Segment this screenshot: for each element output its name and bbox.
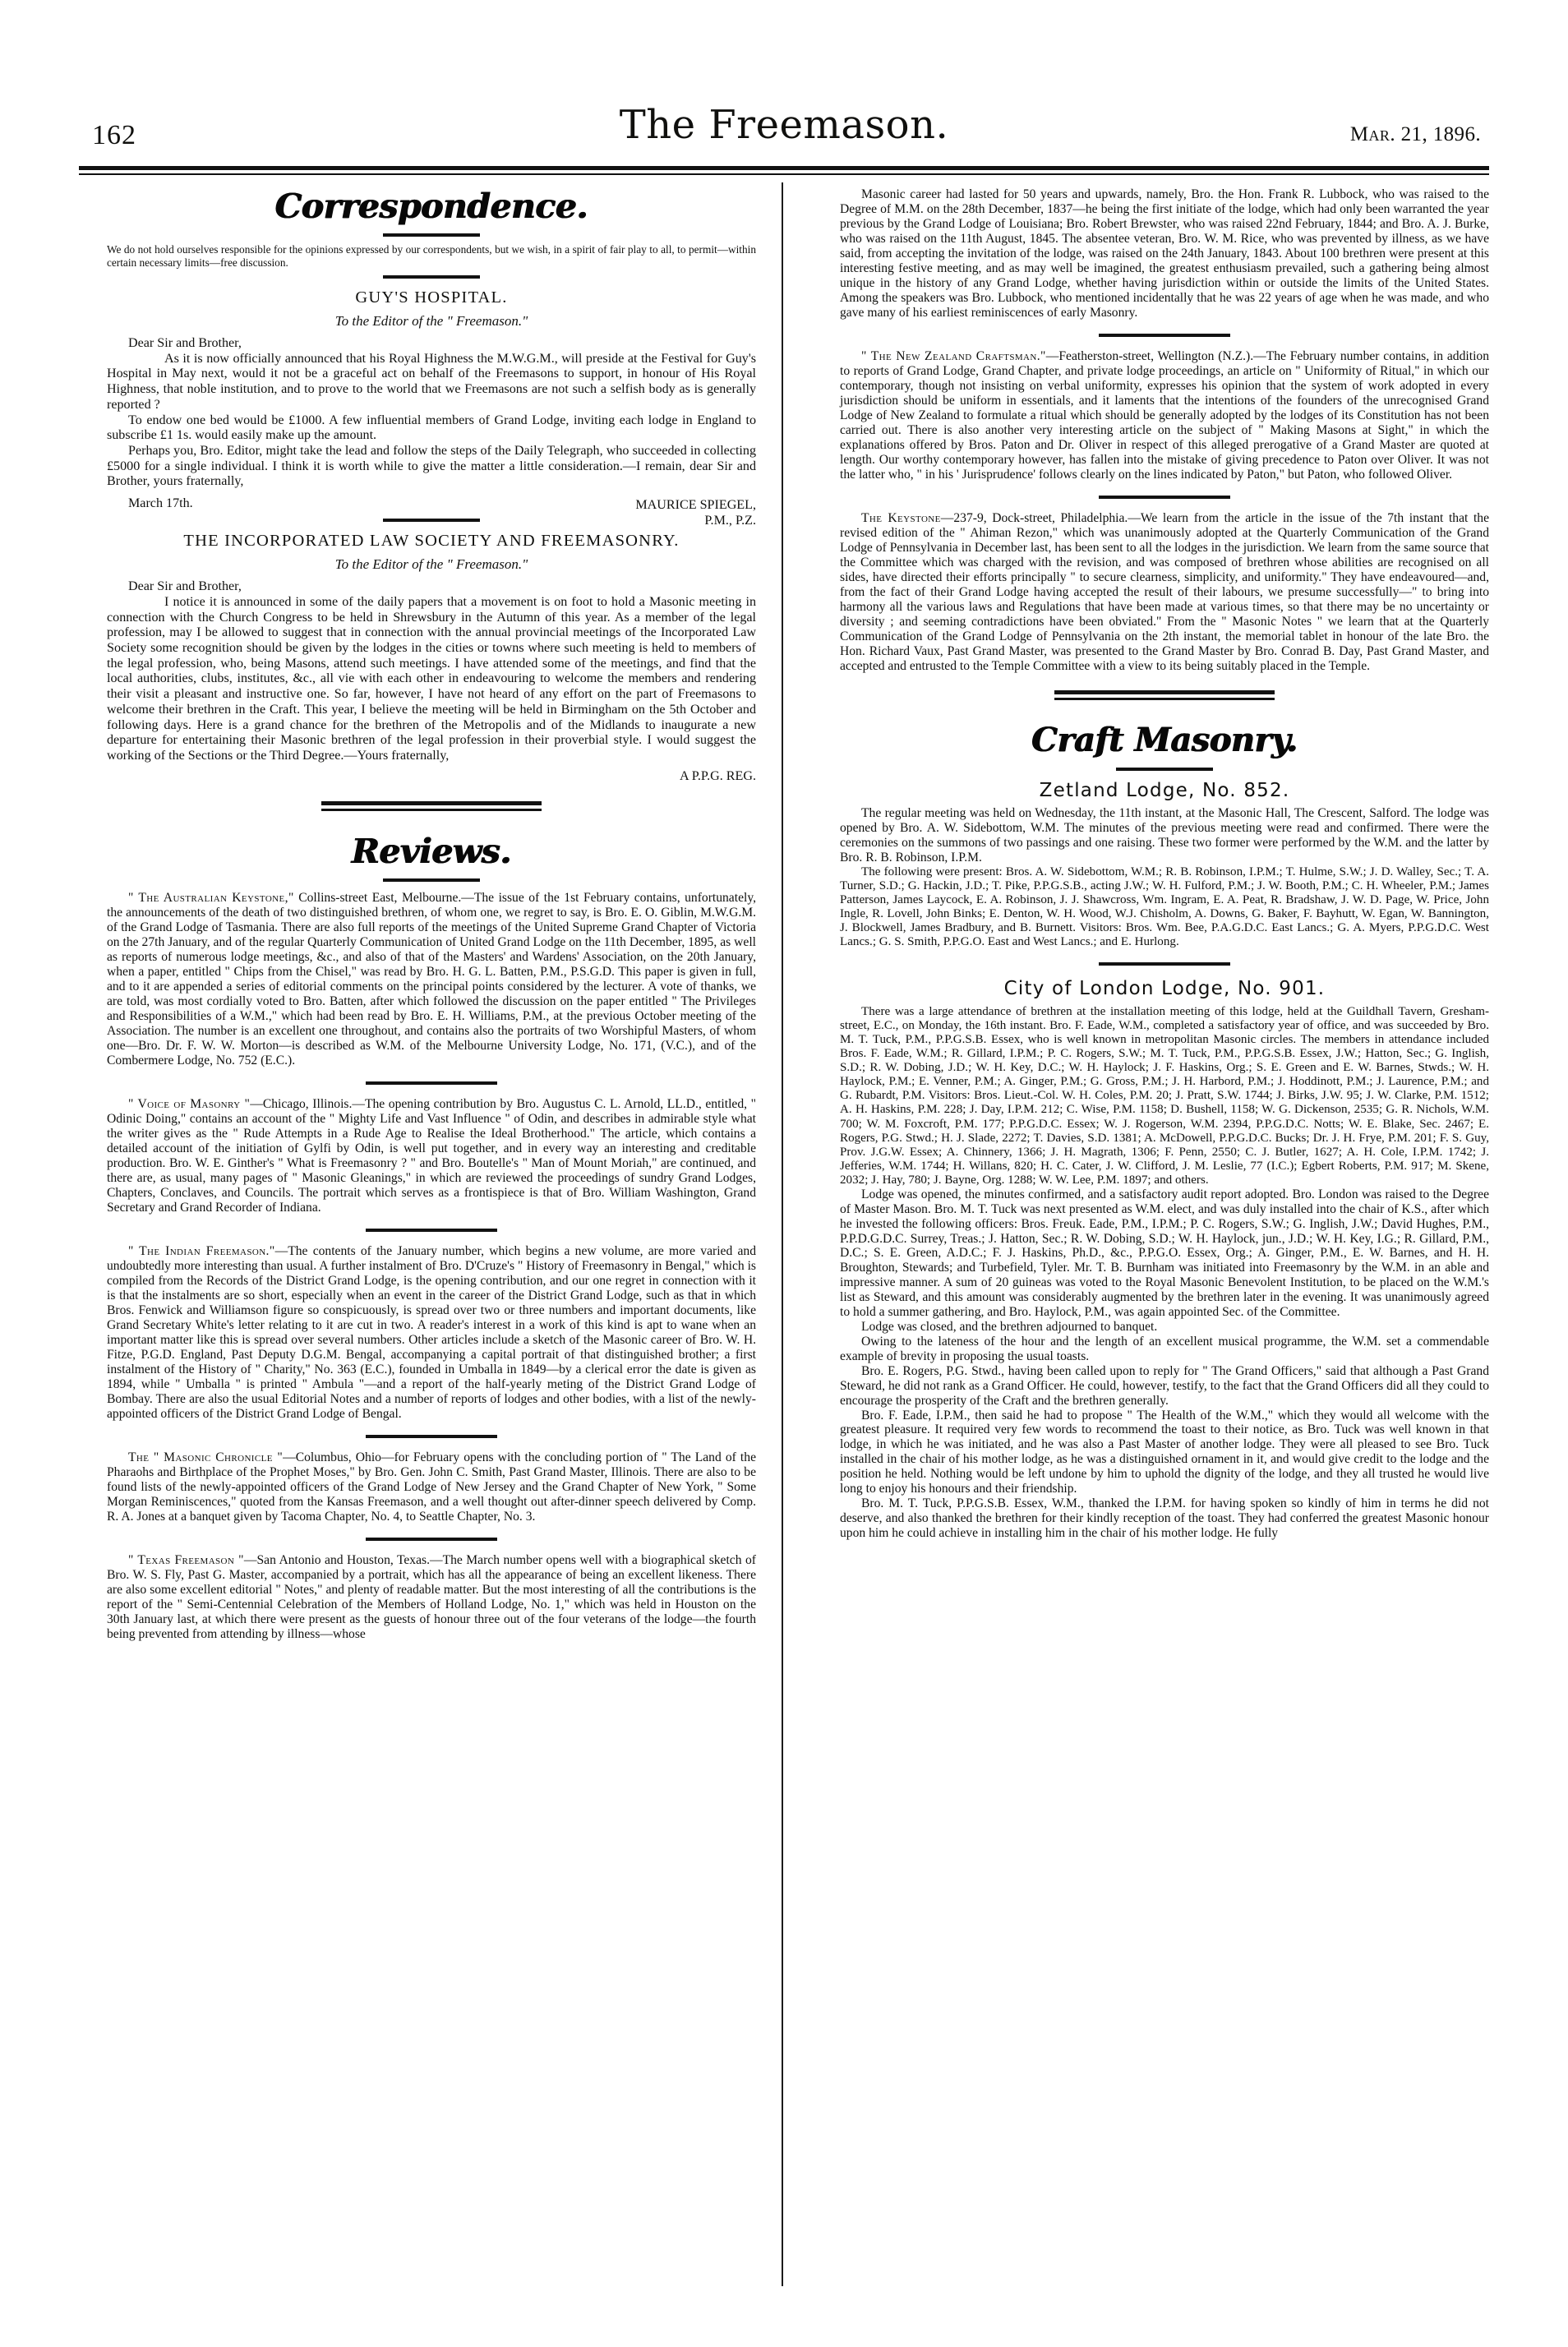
signature-name: MAURICE SPIEGEL, xyxy=(635,498,756,513)
lodge-paragraph: Owing to the lateness of the hour and the length of an excellent musical programme, the W.M. set a commendable example of brevity in proposing the usual toasts. xyxy=(840,1334,1489,1363)
review-indian-freemason xyxy=(107,1244,756,1422)
column-divider-rule xyxy=(782,182,783,2286)
section-separator-double-rule xyxy=(1054,690,1275,700)
review-title: The " Masonic Chronicle " xyxy=(128,1450,284,1465)
lodge-attendance-list: There was a large attendance of brethren at the installation meeting of this lodge, held at the Guildhall Tavern, Gresham-street, E.C., on Monday, the 16th instant. Bro. F. Eade, W.M., completed a satisfactory year of office, and was succeeded by Bro. M. T. Tuck, P.M., P.P.G.S.B. Essex, who is well known in metropolitan Masonic circles. The members in attendance included Bros. F. Eade, W.M.; R. Gillard, I.P.M.; P. C. Rogers, S.W.; M. T. Tuck, P.M., P.P.G.S.B. Essex, J.W.; Hatton, Sec.; G. Inglish, S.D.; R. W. Dobing, J.D.; W. H. Key, D.C.; W. H. Haylock; J. F. Haskins, Org.; S. E. Green and E. W. Barnes, Stwds.; W. H. Haylock, P.M.; E. Venner, P.M.; A. Ginger, P.M.; G. Gross, P.M.; J. H. Harbord, P.M.; J. Hoddinott, P.M.; J. Laurence, P.M.; and G. Rubardt, P.M. Visitors: Bros. Lieut.-Col. W. H. Coles, P.M. 20; J. Pratt, S.W. 1744; J. Birks, J.W. 95; J. W. Clarke, P.M. 1512; A. H. Haskins, P.M. 228; J. Day, I.P.M. 212; C. Wise, P.M. 1158; D. Bushell, 1158; W. G. Dickenson, 2535; G. R. Nichols, W.M. 700; W. M. Foxcroft, P.M. 177; P.P.G.D.C. Essex; W. J. Rogerson, W.M. 2394, P.P.G.D.C. Notts; W. E. Blake, Sec. 2467; E. Rogers, P.G. Stwd.; H. J. Slade, 2272; T. Davies, S.D. 1381; A. McDowell, P.P.G.D.C. Bucks; Dr. J. H. Frye, P.M. 201; F. S. Guy, Prov. J.G.W. Essex; A. Chinnery, 1366; J. H. Magrath, 1306; F. Penn, 2550; C. J. Butler, 1627; A. H. Cole, I.P.M. 1742; J. Jefferies, W.M. 1744; H. Willans, 820; H. C. Cater, J. W. Clifford, J. M. Leslie, 77 (I.C.); Egbert Roberts, P.M. 917; M. Skene, 2032; J. Hay, 780; J. Bayne, Org. 1288; W. W. Lee, P.M. 1897; and others. xyxy=(840,1005,1489,1187)
review-text: —237-9, Dock-street, Philadelphia.—We learn from the article in the issue of the 7th instant that the revised edition of the " Ahiman Rezon," which was unanimously adopted at the Quarterly Communication of the Grand Lodge of Pennsylvania in December last, has been sent to all the lodges in the jurisdiction. We learn from the same source that the Committee which was charged with the revision, and was composed of brethren whose abilities are recognised on all sides, have directed their efforts principally " to secure clearness, simplicity, and uniformity." They have endeavoured—and, from the fact of their Grand Lodge having accepted the result of their labours, we presume successfully—" to bring into harmony all the various laws and Regulations that have been made at various times, so that there may be no uncertainty or diversity ; and seeming contradictions have been obviated." From the " Masonic Notes " we learn that at the Quarterly Communication of the Grand Lodge of Pennsylvania on the 2th instant, the memorial tablet in honour of the late Bro. the Hon. Richard Vaux, Past Grand Master, was presented to the Grand Master by Bro. Conrad B. Day, Past Grand Master, and accepted and entrusted to the Temple Committee with a view to its being suitably placed in the Temple. xyxy=(840,511,1489,673)
heading-rule xyxy=(383,233,480,237)
review-text: —Chicago, Illinois.—The opening contribution by Bro. Augustus C. L. Arnold, LL.D., entitled, " Odinic Doing," contains an account of the " Mighty Life and Vast Influence " of Odin, and describes in admirable style what the writer gives as the " Rude Attempts in a Rude Age to Realise the Ideal Brotherhood." The article, which contains a detailed account of the initiation of Gylfi by Odin, is well put together, and in every way an interesting and creditable production. Bro. W. E. Ginther's " What is Freemasonry ? " and Bro. Boutelle's " Man of Mount Moriah," are continued, and there are, as usual, many pages of " Masonic Gleanings," in which are reviewed the proceedings of sundry Grand Lodges, Chapters, Conclaves, and Councils. The portrait which serves as a frontispiece is that of Bro. William Washington, Grand Secretary and Grand Recorder of Indiana. xyxy=(107,1097,756,1215)
left-column xyxy=(107,187,756,1642)
lodge-paragraph: Bro. F. Eade, I.P.M., then said he had to propose " The Health of the W.M.," which they would all welcome with the greatest pleasure. It required very few words to recommend the toast to their notice, as Bro. Tuck was well known in that lodge, in which he was initiated, and he was also a Past Master of another lodge. They were all pleased to see Bro. Tuck installed in the chair of his mother lodge, as he was a distinguished ornament in it, and would give credit to the lodge and the position he held. Nothing would be left undone by him to uphold the dignity of the lodge, and they all trusted he would live long to enjoy his honours and their friendship. xyxy=(840,1408,1489,1496)
reviews-heading-rule xyxy=(383,878,480,882)
lodge-paragraph: The regular meeting was held on Wednesday, the 11th instant, at the Masonic Hall, The Crescent, Salford. The lodge was opened by Bro. A. W. Sidebottom, W.M. The minutes of the previous meeting were read and confirmed. There were the ceremonies on the summons of two passings and one raising. These two former were performed by the W.M. and the latter by Bro. R. B. Robinson, I.P.M. xyxy=(840,806,1489,865)
review-separator-rule xyxy=(366,1435,497,1438)
review-australian-keystone xyxy=(107,891,756,1068)
craft-masonry-heading: Craft Masonry. xyxy=(1031,721,1298,759)
review-title: " Voice of Masonry " xyxy=(128,1097,251,1112)
lodge-paragraph: Lodge was opened, the minutes confirmed, and a satisfactory audit report adopted. Bro. London was raised to the Degree of Master Mason. Bro. M. T. Tuck was next presented as W.M. elect, and was duly installed into the chair of K.S., after which he invested the following officers: Bros. Freuk. Eade, P.M., I.P.M.; P. C. Rogers, S.W.; G. Inglish, J.W.; David Hughes, P.M., P.P.D.G.D.C. Surrey, Treas.; J. Hatton, Sec.; R. W. Dobing, S.D.; W. H. Haylock, jun., J.D.; W. H. Key, I.G.; R. Gillard, P.M., D.C.; S. E. Green, A.D.C.; F. J. Haskins, Ph.D., &c., P.P.G.O. Essex, Org.; A. Ginger, P.M., E. W. Barnes, and H. H. Broughton, Stewards; and Turbefield, Tyler. Mr. T. B. Burnham was initiated into Freemasonry by the W.M. in an able and impressive manner. A sum of 20 guineas was voted to the Royal Masonic Benevolent Institution, to be placed on the W.M.'s list as Steward, and this amount was considerably augmented by the brethren later in the evening. It was unanimously agreed to hold a summer gathering, and Bro. Haylock, P.M., was again appointed Sec. of the Committee. xyxy=(840,1187,1489,1320)
lodge-paragraph: Bro. E. Rogers, P.G. Stwd., having been called upon to reply for " The Grand Officers," said that although a Past Grand Steward, he did not rank as a Grand Officer. He could, however, testify, to the fact that the Grand Officers did all they could to encourage the prosperity of the Craft and the brethren generally. xyxy=(840,1363,1489,1408)
letter-paragraph: As it is now officially announced that his Royal Highness the M.W.G.M., will preside at the Festival for Guy's Hospital in May next, would it not be a graceful act on behalf of the Freemasons to support, in honour of His Royal Highness, that noble institution, and to prove to the world that we Freemasons are not such a selfish body as is generally reported ? xyxy=(107,351,756,412)
review-separator-rule xyxy=(1099,496,1230,499)
letter-title: GUY'S HOSPITAL. xyxy=(355,288,508,307)
review-separator-rule xyxy=(1099,334,1230,337)
reviews-heading: Reviews. xyxy=(351,831,512,871)
review-text: —Columbus, Ohio—for February opens with the concluding portion of " The Land of the Pharaohs and Birthplace of the Prophet Moses," by Bro. Gen. John C. Smith, Past Grand Master, Illinois. There are also to be found lists of the newly-appointed officers of the Grand Lodge of New Jersey and the Grand Chapter of New York, " Some Morgan Reminiscences," quoted from the Kansas Freemason, and a well thought out after-dinner speech delivered by Comp. R. A. Jones at a banquet given by Tacoma Chapter, No. 4, to Seattle Chapter, No. 3. xyxy=(107,1450,756,1524)
craft-heading-rule xyxy=(1116,768,1213,771)
continuation-paragraph xyxy=(840,187,1489,320)
publication-title: The Freemason. xyxy=(619,102,949,148)
review-masonic-chronicle xyxy=(107,1450,756,1524)
lodge-separator-rule xyxy=(1099,962,1230,966)
masthead-rule-thick xyxy=(79,166,1489,170)
continuation-text: Masonic career had lasted for 50 years and upwards, namely, Bro. the Hon. Frank R. Lubbock, who was raised to the Degree of M.M. on the 28th December, 1837—he being the first initiate of the lodge, which had only been warranted the year previous by the Grand Lodge of Louisiana; Bro. Robert Brewster, who was raised 22nd February, 1844; and Bro. A. J. Burke, who was raised on the 11th August, 1845. The absentee veteran, Bro. W. M. Rice, who was prevented by illness, as we have said, from accepting the invitation of the lodge, was raised on the 24th January, 1843. About 100 brethren were present at this interesting festive meeting, and as may well be imagined, the greatest enthusiasm prevailed, such a gathering being almost unique in the history of any Grand Lodge, whether having jurisdiction within or outside the limits of the United States. Among the speakers was Bro. Lubbock, who mentioned incidentally that he was 22 years of age when he was made, and who gave many of his earliest reminiscences of early Masonry. xyxy=(840,187,1489,320)
letter-salutation: Dear Sir and Brother, xyxy=(128,335,242,350)
letter-salutation: Dear Sir and Brother, xyxy=(128,579,242,594)
review-nz-craftsman xyxy=(840,349,1489,482)
correspondence-heading: Correspondence. xyxy=(274,187,588,226)
review-title: " The Indian Freemason." xyxy=(128,1244,275,1259)
issue-date: Mar. 21, 1896. xyxy=(1349,123,1481,145)
letter-addressee: To the Editor of the " Freemason." xyxy=(334,556,528,573)
review-separator-rule xyxy=(366,1229,497,1232)
lodge-paragraph: Lodge was closed, and the brethren adjourned to banquet. xyxy=(861,1320,1158,1335)
letter-addressee: To the Editor of the " Freemason." xyxy=(334,313,528,330)
right-column xyxy=(840,187,1489,1541)
lodge-name: City of London Lodge, No. 901. xyxy=(1003,978,1326,1000)
letter-date: March 17th. xyxy=(128,496,193,510)
editorial-disclaimer: We do not hold ourselves responsible for the opinions expressed by our correspondents, but we wish, in a spirit of fair play to all, to permit—within certain necessary limits—free discussion. xyxy=(107,242,756,269)
letter-guys-hospital xyxy=(107,288,756,528)
signature-ranks: P.M., P.Z. xyxy=(704,513,756,528)
masthead-rule-thin xyxy=(79,173,1489,175)
lodge-paragraph: Bro. M. T. Tuck, P.P.G.S.B. Essex, W.M., thanked the I.P.M. for having spoken so kindly of him in terms he did not deserve, and also thanked the brethren for their kindly reception of the toast. They had conferred the greatest Masonic honour upon him he could achieve in installing him in the chair of his mother lodge. He fully xyxy=(840,1496,1489,1540)
masthead xyxy=(79,97,1489,168)
disclaimer-rule xyxy=(383,275,480,279)
review-title: " The Australian Keystone," xyxy=(128,891,294,906)
lodge-report-zetland xyxy=(840,780,1489,950)
review-separator-rule xyxy=(366,1081,497,1085)
review-text: —The contents of the January number, which begins a new volume, are more varied and undoubtedly more interesting than usual. A further instalment of Bro. D'Cruze's " History of Freemasonry in Bengal," which is compiled from the Records of the District Grand Lodge, is the opening contribution, and our one regret in connection with it is that the instalments are so short, especially when an event in the career of the District Grand Lodge, such as that in which Bros. Fenwick and Williamson figure so conspicuously, is spread over two or three numbers and important documents, like Grand Secretary White's letter relating to it are cut in two. A reader's interest in a work of this kind is apt to wane when an important matter like this is spread over several numbers. Other articles include a sketch of the Masonic career of Bro. W. H. Fitze, P.G.D. England, Past Deputy D.G.M. Bengal, accompanying a capital portrait of that distinguished brother; a first instalment of the History of " Charity," No. 363 (E.C.), founded in Umballa in 1849—by a clerical error the date is given as 1894, while " Umballa " is printed " Ambula "—and a report of the half-yearly meting of the District Grand Lodge of Bombay. There are also the usual Editorial Notes and a number of reports of lodges and other bodies, with a list of the newly-appointed officers of the District Grand Lodge of Bengal. xyxy=(107,1244,756,1422)
review-title: " Texas Freemason " xyxy=(128,1553,244,1568)
letter-signature: A P.P.G. REG. xyxy=(679,768,756,783)
lodge-name: Zetland Lodge, No. 852. xyxy=(1039,779,1290,801)
review-text: Collins-street East, Melbourne.—The issue of the 1st February contains, unfortunately, the announcements of the death of two distinguished brethren, of whom one, we regret to say, is Bro. E. O. Giblin, M.W.G.M. of the Grand Lodge of Tasmania. There are also full reports of the meetings of the United Supreme Grand Chapter of Victoria on the 27th January, and of the regular Quarterly Communication of United Grand Lodge on the 11th December, 1895, as well as reports of numerous lodge meetings, &c., and also of that of the Masters' and Wardens' Association, on the 20th January, when a paper, entitled " Chips from the Chisel," was read by Bro. H. G. L. Batten, P.M., P.S.G.D. This paper is given in full, and to it are appended a series of editorial comments on the principal points considered by the lecturer. A vote of thanks, we are told, was most cordially voted to Bro. Batten, after which followed the discussion on the paper entitled " The Privileges and Responsibilities of a W.M.," which had been read by Bro. E. H. Williams, P.M., at the previous October meeting of the Association. The number is an excellent one throughout, and contains also the portraits of two Worshipful Masters, of whom one—Bro. Dr. F. W. W. Morton—is described as W.M. of the Melbourne University Lodge, No. 171, (V.C.), and of the Combermere Lodge, No. 752 (E.C.). xyxy=(107,891,756,1068)
review-keystone xyxy=(840,511,1489,674)
page-folio-number: 162 xyxy=(92,120,136,150)
letter-paragraph: I notice it is announced in some of the daily papers that a movement is on foot to hold a Masonic meeting in connection with the Church Congress to be held in Shrewsbury in the Autumn of this year. As a member of the legal profession, may I be allowed to suggest that in connection with the annual provincial meetings of the Incorporated Law Society some recognition should be given by the lodges in the cities or towns where such meeting is held to members of the legal profession, who, being Masons, attend such meetings. I have attended some of the meetings, and find that the local authorities, clubs, institutes, &c., all vie with each other in endeavouring to welcome the members and rendering their visit a pleasant and instructive one. So far, however, I have not heard of any effort on the part of Freemasons to welcome their brethren in the Craft. This year, I believe the meeting will be held in Birmingham on the 5th October and following days. Here is a grand chance for the brethren of the Metropolis and of the Midlands to inaugurate a new departure for entertaining their Masonic brethren of the legal profession in their proverbial style. I would suggest the working of the Sections or the Third Degree.—Yours fraternally, xyxy=(107,594,756,763)
letter-law-society xyxy=(107,532,756,784)
lodge-attendance-list: The following were present: Bros. A. W. Sidebottom, W.M.; R. B. Robinson, I.P.M.; T. Hulme, S.W.; J. D. Walley, Sec.; T. A. Turner, S.D.; G. Hackin, J.D.; T. Pike, P.P.G.S.B., acting J.W.; W. H. Fulford, P.M.; J. W. Booth, P.M.; C. H. Wheeler, P.M.; James Patterson, James Laycock, E. A. Robinson, J. J. Shawcross, Wm. Ingram, E. A. Peat, R. Bradshaw, J. W. D. Page, W. Price, John Ingle, R. Lovell, John Binks; E. Denton, W. H. Wood, W.J. Chisholm, A. Downs, G. Baker, F. Bayhutt, W. Egan, W. Bannington, J. Blockwell, James Bradbury, and B. Burnett. Visitors: Bros. Wm. Bee, P.A.G.D.C. East Lancs.; G. A. Myers, P.P.G.D.C. West Lancs.; G. S. Smith, P.P.G.O. East and West Lancs.; and E. Hurlong. xyxy=(840,865,1489,949)
review-text: —Featherston-street, Wellington (N.Z.).—The February number contains, in addition to reports of Grand Lodge, Grand Chapter, and private lodge proceedings, an article on " Uniformity of Ritual," in which our contemporary, though not insisting on verbal uniformity, expresses his opinion that the system of work adopted in every jurisdiction should be uniform in essentials, and it laments that the intentions of the founders of the unrecognised Grand Lodge of New Zealand to formulate a ritual which should be generally adopted by the lodges of its Constitution has not been carried out. There is also another very interesting article on the subject of " Making Masons at Sight," in which the explanations offered by Bros. Paton and Dr. Oliver in respect of this alleged prerogative of a Grand Master are quoted at length. Our worthy contemporary however, has fallen into the mistake of giving precedence to Paton over Oliver. It was not the latter who, " in his ' Jurisprudence' follows clearly on the lines indicated by Paton," but Paton, who followed Oliver. xyxy=(840,349,1489,482)
letter-title: THE INCORPORATED LAW SOCIETY AND FREEMASONRY. xyxy=(183,532,680,551)
section-separator-double-rule xyxy=(321,801,542,811)
letter-separator-rule xyxy=(383,519,480,522)
review-title: " The New Zealand Craftsman." xyxy=(861,349,1046,363)
review-texas-freemason xyxy=(107,1553,756,1642)
lodge-report-city-of-london xyxy=(840,978,1489,1541)
review-separator-rule xyxy=(366,1538,497,1541)
letter-paragraph: Perhaps you, Bro. Editor, might take the lead and follow the steps of the Daily Telegraph, who succeeded in collecting £5000 for a single individual. I think it is worth while to give the matter a little consideration.—I remain, dear Sir and Brother, yours fraternally, xyxy=(107,444,756,489)
review-title: The Keystone xyxy=(861,511,941,525)
review-text: —San Antonio and Houston, Texas.—The March number opens well with a biographical sketch of Bro. W. S. Fly, Past G. Master, accompanied by a portrait, which has all the appearance of being an excellent likeness. There are also some excellent editorial " Notes," and plenty of readable matter. But the most interesting of all the contributions is the report of the " Semi-Centennial Celebration of the Members of Holland Lodge, No. 1," which was held in Houston on the 30th January last, at which there were present as the guests of honour three out of the four veterans of the lodge—the fourth being prevented from attending by illness—whose xyxy=(107,1553,756,1642)
letter-paragraph: To endow one bed would be £1000. A few influential members of Grand Lodge, inviting each lodge in England to subscribe £1 1s. would easily make up the amount. xyxy=(107,413,756,443)
review-voice-of-masonry xyxy=(107,1097,756,1215)
